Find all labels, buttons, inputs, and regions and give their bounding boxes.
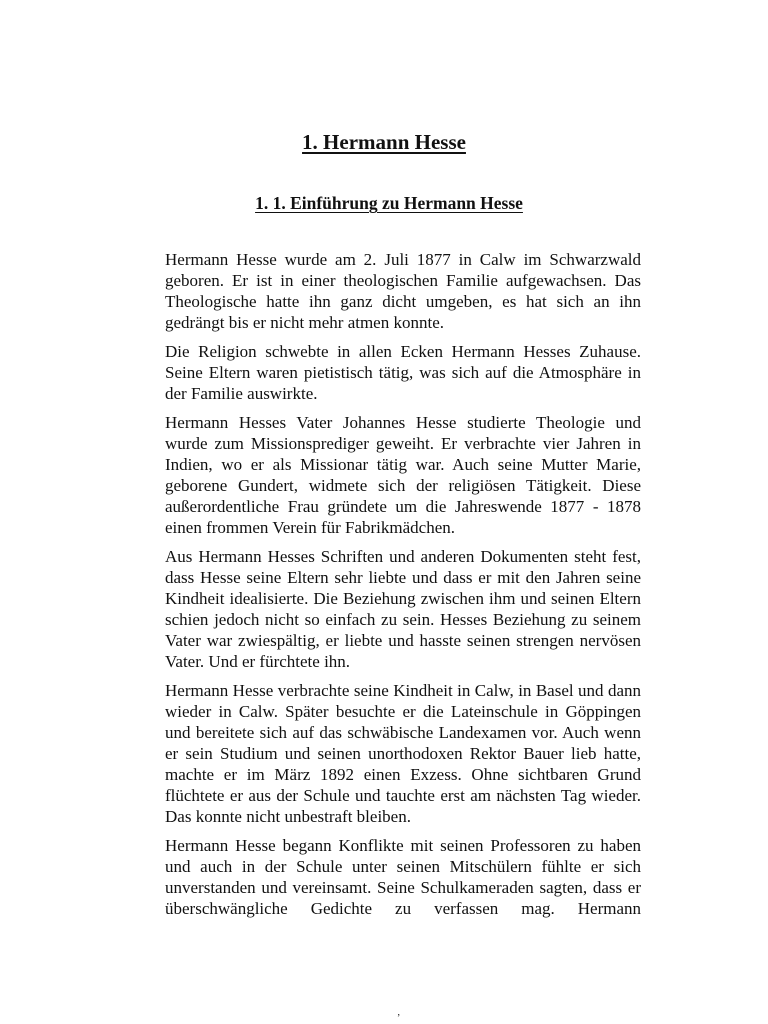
section-title: 1. 1. Einführung zu Hermann Hesse (255, 193, 523, 213)
page-number-mark: ʼ (397, 1013, 401, 1024)
paragraph: Aus Hermann Hesses Schriften und anderen Dokumenten steht fest, dass Hesse seine Eltern sehr liebte und dass er mit den Jahren seine Kindheit idealisierte. Die Beziehung zwischen ihm und seinen Eltern schien jedoch nicht so einfach zu sein. Hesses Beziehung zu seinem Vater war zwiespältig, er liebte und hasste seinen strengen nervösen Vater. Und er fürchtete ihn. (165, 547, 641, 671)
paragraph: Die Religion schwebte in allen Ecken Hermann Hesses Zuhause. Seine Eltern waren pietistisch tätig, was sich auf die Atmosphäre in der Familie auswirkte. (165, 342, 641, 403)
paragraph: Hermann Hesse begann Konflikte mit seinen Professoren zu haben und auch in der Schule unter seinen Mitschülern fühlte er sich unverstanden und vereinsamt. Seine Schulkameraden sagten, dass er überschwängliche Gedichte zu verfassen mag. Hermann (165, 836, 641, 918)
chapter-title: 1. Hermann Hesse (302, 130, 466, 154)
paragraph: Hermann Hesses Vater Johannes Hesse studierte Theologie und wurde zum Missionsprediger geweiht. Er verbrachte vier Jahren in Indien, wo er als Missionar tätig war. Auch seine Mutter Marie, geborene Gundert, widmete sich der religiösen Tätigkeit. Diese außerordentliche Frau gründete um die Jahreswende 1877 - 1878 einen frommen Verein für Fabrikmädchen. (165, 413, 641, 537)
paragraph: Hermann Hesse wurde am 2. Juli 1877 in Calw im Schwarzwald geboren. Er ist in einer theologischen Familie aufgewachsen. Das Theologische hatte ihn ganz dicht umgeben, es hat sich an ihn gedrängt bis er nicht mehr atmen konnte. (165, 250, 641, 332)
paragraph: Hermann Hesse verbrachte seine Kindheit in Calw, in Basel und dann wieder in Calw. Später besuchte er die Lateinschule in Göppingen und bereitete sich auf das schwäbische Landexamen vor. Auch wenn er sein Studium und seinen unorthodoxen Rektor Bauer lieb hatte, machte er im März 1892 einen Exzess. Ohne sichtbaren Grund flüchtete er aus der Schule und tauchte erst am nächsten Tag wieder. Das konnte nicht unbestraft bleiben. (165, 681, 641, 826)
body-text (165, 249, 641, 927)
